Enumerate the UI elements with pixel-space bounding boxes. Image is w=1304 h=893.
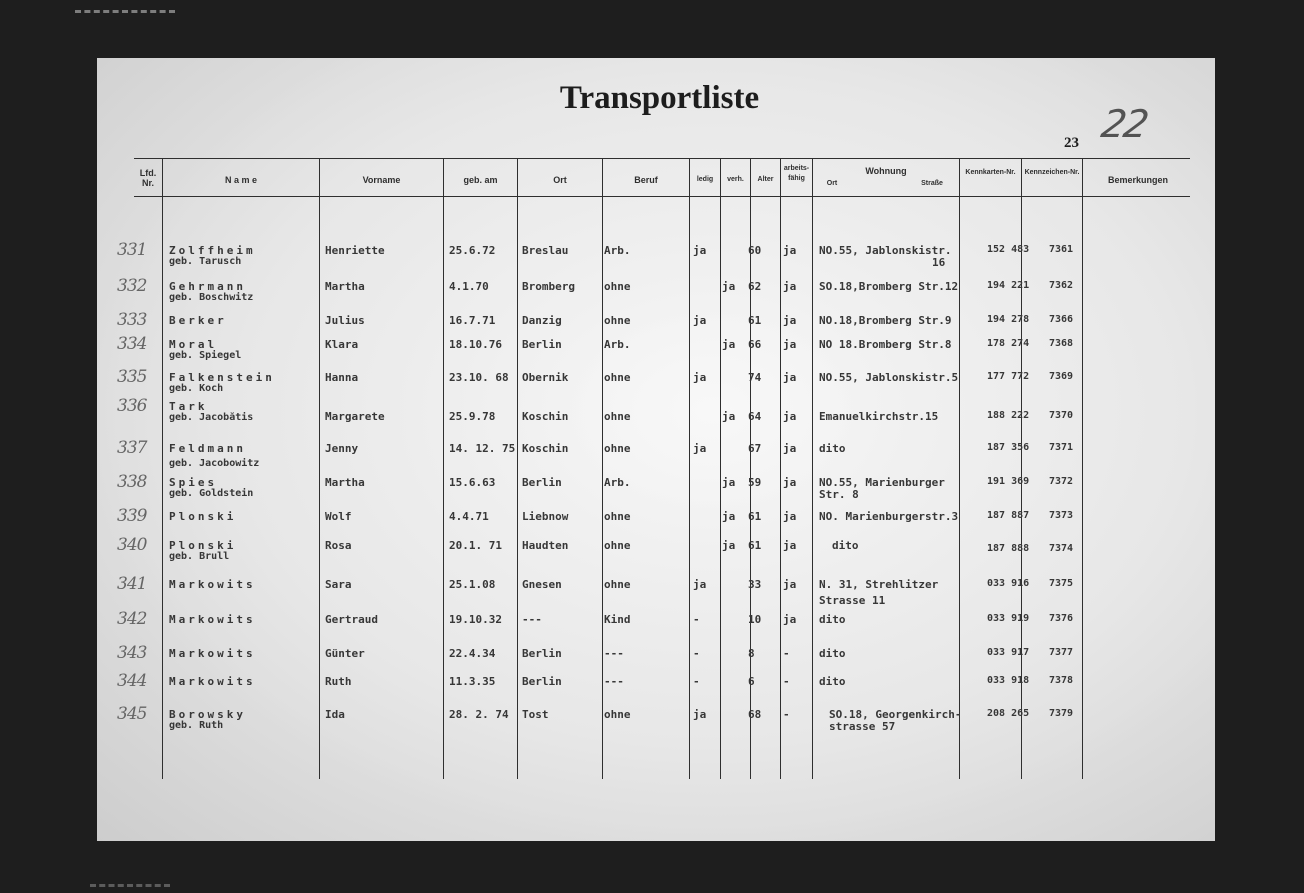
mark-number: 7361: [1049, 244, 1074, 255]
first-name: Sara: [325, 578, 352, 591]
birth-place: Gnesen: [522, 578, 562, 591]
birth-place: Obernik: [522, 371, 569, 384]
header-name: N a m e: [224, 175, 257, 185]
surname: Plonski: [169, 510, 237, 523]
address-line2: strasse 57: [829, 720, 896, 733]
surname: Moral: [169, 338, 218, 351]
page-number: 23: [1064, 135, 1079, 151]
surname: Markowits: [169, 675, 256, 688]
address: NO.55, Marienburger: [819, 476, 945, 489]
age: 74: [748, 371, 762, 384]
occupation: ---: [604, 675, 624, 688]
married-mark: ja: [722, 510, 736, 523]
able-to-work: ja: [783, 539, 797, 552]
able-to-work: ja: [783, 510, 797, 523]
able-to-work: ja: [783, 338, 797, 351]
able-to-work: ja: [783, 442, 797, 455]
address: NO. Marienburgerstr.3: [819, 510, 959, 523]
address: N. 31, Strehlitzer: [819, 578, 939, 591]
age: 33: [748, 578, 762, 591]
age: 62: [748, 280, 762, 293]
occupation: ohne: [604, 708, 631, 721]
birth-place: Breslau: [522, 244, 569, 257]
surname: Plonski: [169, 539, 237, 552]
first-name: Henriette: [325, 244, 385, 257]
address: NO.55, Jablonskistr.: [819, 244, 952, 257]
row-number: 341: [117, 574, 147, 594]
birth-date: 28. 2. 74: [449, 708, 509, 721]
birth-place: Bromberg: [522, 280, 575, 293]
single-mark: ja: [693, 442, 707, 455]
mark-number: 7379: [1049, 708, 1074, 719]
first-name: Julius: [325, 314, 365, 327]
able-to-work: ja: [783, 244, 797, 257]
first-name: Martha: [325, 476, 365, 489]
birth-date: 20.1. 71: [449, 539, 502, 552]
single-mark: ja: [693, 371, 707, 384]
occupation: ohne: [604, 410, 631, 423]
table-row: [97, 574, 1215, 608]
birth-place: Danzig: [522, 314, 562, 327]
table-row: [97, 334, 1215, 368]
address-line2: Strasse 11: [819, 594, 886, 607]
married-mark: ja: [722, 280, 736, 293]
identity-card-number: 033 918: [987, 675, 1030, 686]
table-row: [97, 367, 1215, 401]
row-number: 331: [117, 240, 147, 260]
address: Emanuelkirchstr.15: [819, 410, 939, 423]
table-row: [97, 472, 1215, 506]
identity-card-number: 177 772: [987, 371, 1030, 382]
address: NO.55, Jablonskistr.5: [819, 371, 959, 384]
header-beruf: Beruf: [634, 175, 658, 185]
document-title: Transportliste: [559, 80, 760, 116]
age: 8: [748, 647, 755, 660]
first-name: Jenny: [325, 442, 359, 455]
row-number: 345: [117, 704, 147, 724]
occupation: ohne: [604, 539, 631, 552]
birth-place: Koschin: [522, 410, 569, 423]
single-mark: -: [693, 613, 700, 626]
birth-date: 22.4.34: [449, 647, 496, 660]
header-arbeitsfaehig: arbeits-fähig: [783, 165, 810, 182]
identity-card-number: 033 917: [987, 647, 1030, 658]
identity-card-number: 033 916: [987, 578, 1030, 589]
age: 61: [748, 539, 762, 552]
age: 61: [748, 510, 762, 523]
header-verh: verh.: [727, 176, 744, 183]
identity-card-number: 194 278: [987, 314, 1030, 325]
table-row: [97, 240, 1215, 274]
occupation: ohne: [604, 510, 631, 523]
first-name: Margarete: [325, 410, 385, 423]
single-mark: -: [693, 647, 700, 660]
able-to-work: -: [783, 708, 790, 721]
table-row: [97, 506, 1215, 540]
first-name: Ruth: [325, 675, 352, 688]
able-to-work: -: [783, 675, 790, 688]
mark-number: 7366: [1049, 314, 1074, 325]
address-line2: 16: [932, 256, 946, 269]
first-name: Klara: [325, 338, 359, 351]
header-kennzeichen: Kennzeichen-Nr.: [1024, 169, 1080, 176]
header-alter: Alter: [757, 176, 774, 183]
mark-number: 7362: [1049, 280, 1074, 291]
surname: Markowits: [169, 578, 256, 591]
birth-date: 15.6.63: [449, 476, 496, 489]
address: NO 18.Bromberg Str.8: [819, 338, 952, 351]
age: 68: [748, 708, 762, 721]
first-name: Ida: [325, 708, 345, 721]
able-to-work: ja: [783, 613, 797, 626]
mark-number: 7377: [1049, 647, 1074, 658]
identity-card-number: 191 369: [987, 476, 1030, 487]
first-name: Hanna: [325, 371, 359, 384]
age: 6: [748, 675, 755, 688]
age: 59: [748, 476, 762, 489]
table-header-rule: [134, 196, 1190, 197]
mark-number: 7373: [1049, 510, 1074, 521]
identity-card-number: 208 265: [987, 708, 1030, 719]
mark-number: 7376: [1049, 613, 1074, 624]
occupation: ---: [604, 647, 624, 660]
maiden-name: geb. Tarusch: [169, 256, 242, 267]
surname: Falkenstein: [169, 371, 275, 384]
maiden-name: geb. Koch: [169, 383, 224, 394]
address-line2: Str. 8: [819, 488, 859, 501]
maiden-name: geb. Brull: [169, 551, 230, 562]
surname: Markowits: [169, 647, 256, 660]
mark-number: 7370: [1049, 410, 1074, 421]
address: dito: [819, 442, 846, 455]
table-row: [97, 671, 1215, 705]
identity-card-number: 188 222: [987, 410, 1030, 421]
header-wohnung-strasse: Straße: [921, 180, 943, 187]
address: SO.18, Georgenkirch-: [829, 708, 962, 721]
mark-number: 7374: [1049, 543, 1074, 554]
row-number: 340: [117, 535, 147, 555]
surname: Borowsky: [169, 708, 246, 721]
header-kennkarten: Kennkarten-Nr.: [965, 169, 1016, 176]
single-mark: -: [693, 675, 700, 688]
birth-place: Berlin: [522, 476, 562, 489]
table-row: [97, 704, 1215, 738]
address: dito: [819, 675, 846, 688]
film-edge-marks: [75, 10, 175, 19]
surname: Feldmann: [169, 442, 246, 455]
birth-date: 18.10.76: [449, 338, 502, 351]
occupation: Kind: [604, 613, 631, 626]
maiden-name: geb. Goldstein: [169, 488, 254, 499]
maiden-name: geb. Spiegel: [169, 350, 242, 361]
row-number: 332: [117, 276, 147, 296]
birth-date: 4.4.71: [449, 510, 489, 523]
row-number: 342: [117, 609, 147, 629]
age: 67: [748, 442, 762, 455]
row-number: 333: [117, 310, 147, 330]
birth-place: ---: [522, 613, 542, 626]
surname: Berker: [169, 314, 227, 327]
able-to-work: ja: [783, 578, 797, 591]
birth-date: 25.9.78: [449, 410, 496, 423]
first-name: Rosa: [325, 539, 352, 552]
identity-card-number: 194 221: [987, 280, 1030, 291]
married-mark: ja: [722, 539, 736, 552]
identity-card-number: 187 887: [987, 510, 1030, 521]
row-number: 335: [117, 367, 147, 387]
header-lfd: Lfd. Nr.: [139, 168, 157, 188]
able-to-work: ja: [783, 371, 797, 384]
address: dito: [819, 613, 846, 626]
row-number: 334: [117, 334, 147, 354]
address: dito: [832, 539, 859, 552]
occupation: Arb.: [604, 338, 631, 351]
surname: Tark: [169, 400, 208, 413]
birth-place: Haudten: [522, 539, 569, 552]
table-top-rule: [134, 158, 1190, 159]
row-number: 336: [117, 396, 147, 416]
table-row: [97, 535, 1215, 569]
birth-date: 25.1.08: [449, 578, 496, 591]
married-mark: ja: [722, 476, 736, 489]
married-mark: ja: [722, 410, 736, 423]
occupation: ohne: [604, 371, 631, 384]
birth-place: Berlin: [522, 675, 562, 688]
mark-number: 7378: [1049, 675, 1074, 686]
able-to-work: ja: [783, 314, 797, 327]
age: 66: [748, 338, 762, 351]
first-name: Wolf: [325, 510, 352, 523]
birth-date: 25.6.72: [449, 244, 496, 257]
identity-card-number: 033 919: [987, 613, 1030, 624]
maiden-name: geb. Boschwitz: [169, 292, 254, 303]
identity-card-number: 178 274: [987, 338, 1030, 349]
table-row: [97, 396, 1215, 430]
single-mark: ja: [693, 244, 707, 257]
birth-place: Berlin: [522, 338, 562, 351]
age: 10: [748, 613, 762, 626]
maiden-name: geb. Jacobowitz: [169, 458, 260, 469]
row-number: 337: [117, 438, 147, 458]
occupation: ohne: [604, 314, 631, 327]
age: 60: [748, 244, 762, 257]
document-sheet: [97, 58, 1215, 841]
table-row: [97, 643, 1215, 677]
birth-date: 14. 12. 75: [449, 442, 516, 455]
occupation: ohne: [604, 442, 631, 455]
maiden-name: geb. Jacobătis: [169, 412, 254, 423]
able-to-work: ja: [783, 410, 797, 423]
identity-card-number: 187 888: [987, 543, 1030, 554]
birth-place: Tost: [522, 708, 549, 721]
header-bemerkungen: Bemerkungen: [1107, 175, 1169, 185]
birth-place: Koschin: [522, 442, 569, 455]
table-row: [97, 438, 1215, 472]
row-number: 338: [117, 472, 147, 492]
film-edge-marks-bottom: [90, 884, 170, 891]
identity-card-number: 152 483: [987, 244, 1030, 255]
occupation: Arb.: [604, 244, 631, 257]
header-ort: Ort: [553, 175, 567, 185]
first-name: Gertraud: [325, 613, 378, 626]
birth-date: 19.10.32: [449, 613, 502, 626]
surname: Gehrmann: [169, 280, 246, 293]
mark-number: 7371: [1049, 442, 1074, 453]
occupation: Arb.: [604, 476, 631, 489]
age: 64: [748, 410, 762, 423]
birth-place: Berlin: [522, 647, 562, 660]
age: 61: [748, 314, 762, 327]
maiden-name: geb. Ruth: [169, 720, 224, 731]
single-mark: ja: [693, 314, 707, 327]
table-row: [97, 609, 1215, 643]
row-number: 343: [117, 643, 147, 663]
first-name: Martha: [325, 280, 365, 293]
able-to-work: ja: [783, 476, 797, 489]
surname: Spies: [169, 476, 218, 489]
able-to-work: ja: [783, 280, 797, 293]
single-mark: ja: [693, 578, 707, 591]
address: NO.18,Bromberg Str.9: [819, 314, 952, 327]
mark-number: 7368: [1049, 338, 1074, 349]
occupation: ohne: [604, 578, 631, 591]
birth-date: 11.3.35: [449, 675, 496, 688]
header-ledig: ledig: [696, 176, 714, 183]
header-vorname: Vorname: [362, 175, 401, 185]
address: SO.18,Bromberg Str.12: [819, 280, 959, 293]
married-mark: ja: [722, 338, 736, 351]
mark-number: 7372: [1049, 476, 1074, 487]
birth-date: 23.10. 68: [449, 371, 509, 384]
header-wohnung: Wohnung: [865, 166, 907, 176]
address: dito: [819, 647, 846, 660]
table-row: [97, 276, 1215, 310]
row-number: 339: [117, 506, 147, 526]
birth-date: 4.1.70: [449, 280, 489, 293]
able-to-work: -: [783, 647, 790, 660]
birth-date: 16.7.71: [449, 314, 496, 327]
identity-card-number: 187 356: [987, 442, 1030, 453]
mark-number: 7369: [1049, 371, 1074, 382]
surname: Markowits: [169, 613, 256, 626]
single-mark: ja: [693, 708, 707, 721]
header-wohnung-ort: Ort: [826, 180, 838, 187]
row-number: 344: [117, 671, 147, 691]
surname: Zolffheim: [169, 244, 256, 257]
header-geb-am: geb. am: [463, 175, 498, 185]
occupation: ohne: [604, 280, 631, 293]
mark-number: 7375: [1049, 578, 1074, 589]
handwritten-page-number: 22: [1098, 102, 1151, 146]
first-name: Günter: [325, 647, 365, 660]
birth-place: Liebnow: [522, 510, 569, 523]
